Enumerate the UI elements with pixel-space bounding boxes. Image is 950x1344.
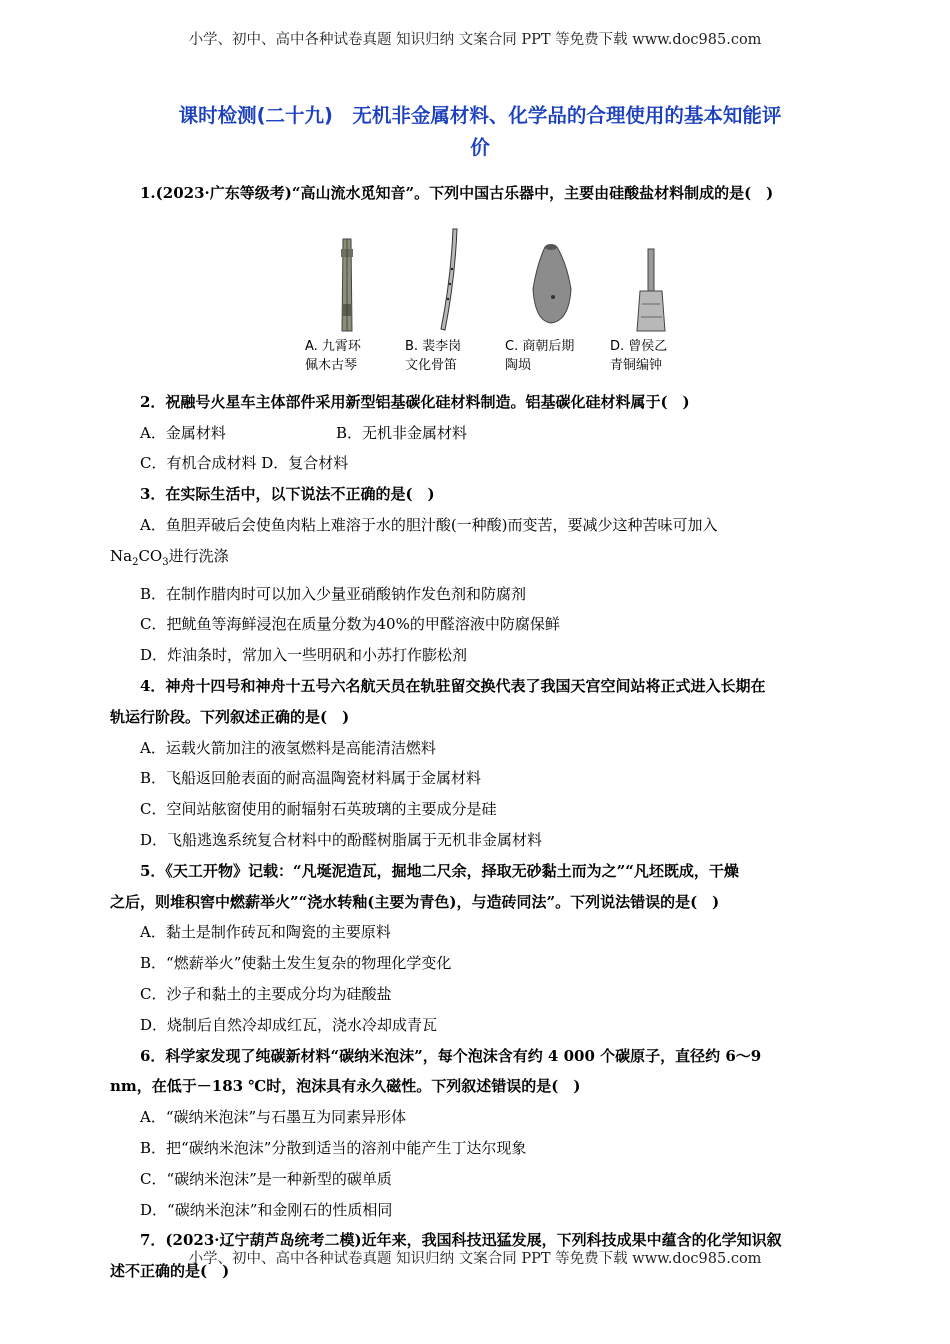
q3-option-a-line1: A．鱼胆弄破后会使鱼肉粘上难溶于水的胆汁酸(一种酸)而变苦，要减少这种苦味可加入 — [140, 515, 718, 534]
figure-d-caption-1: D. 曾侯乙 — [610, 338, 668, 354]
q6-stem-line2: nm，在低于－183 ℃时，泡沫具有永久磁性。下列叙述错误的是( ) — [110, 1077, 581, 1096]
q3-option-d: D．炸油条时，常加入一些明矾和小苏打作膨松剂 — [140, 646, 468, 665]
formula-sub-2: 2 — [132, 556, 139, 568]
question-list — [110, 178, 840, 1287]
figure-a-caption-1: A. 九霄环 — [305, 338, 361, 354]
q6-option-a: A．“碳纳米泡沫”与石墨互为同素异形体 — [140, 1108, 407, 1127]
q7-stem-line2: 述不正确的是( ) — [110, 1262, 230, 1281]
q2-options-cd: C．有机合成材料 D．复合材料 — [140, 454, 349, 473]
guqin-icon — [305, 209, 405, 334]
q6-option-d: D．“碳纳米泡沫”和金刚石的性质相同 — [140, 1200, 393, 1219]
q2-option-a: A．金属材料 — [140, 423, 226, 442]
q4-stem-line1: 4．神舟十四号和神舟十五号六名航天员在轨驻留交换代表了我国天宫空间站将正式进入长期在 — [140, 676, 766, 695]
figure-c-caption-1: C. 商朝后期 — [505, 338, 575, 354]
q5-option-b: B．“燃薪举火”使黏土发生复杂的物理化学变化 — [140, 954, 452, 973]
q3-option-c: C．把鱿鱼等海鲜浸泡在质量分数为40%的甲醛溶液中防腐保鲜 — [140, 615, 560, 634]
q4-option-c: C．空间站舷窗使用的耐辐射石英玻璃的主要成分是硅 — [140, 800, 497, 819]
title-line-2: 价 — [470, 136, 490, 159]
q2-options-ab — [110, 418, 840, 449]
bone-flute-icon — [405, 209, 505, 334]
figure-a-caption-2: 佩木古琴 — [305, 357, 358, 373]
page-header: 小学、初中、高中各种试卷真题 知识归纳 文案合同 PPT 等免费下载 www.doc985.com — [188, 32, 762, 48]
q3-option-a-rest: 进行洗涤 — [168, 546, 229, 565]
page-footer: 小学、初中、高中各种试卷真题 知识归纳 文案合同 PPT 等免费下载 www.doc985.com — [188, 1251, 762, 1267]
figure-c-caption-2: 陶埙 — [505, 357, 532, 373]
q6-option-c: C．“碳纳米泡沫”是一种新型的碳单质 — [140, 1169, 392, 1188]
q3-option-b: B．在制作腊肉时可以加入少量亚硝酸钠作发色剂和防腐剂 — [140, 584, 527, 603]
q1-figure-row — [305, 209, 725, 387]
figure-b-caption-1: B. 裴李岗 — [405, 338, 462, 354]
figure-b — [405, 209, 505, 387]
q4-option-d: D．飞船逃逸系统复合材料中的酚醛树脂属于无机非金属材料 — [140, 830, 543, 849]
figure-a — [305, 209, 405, 387]
formula-sub-3: 3 — [162, 556, 169, 568]
q1-stem: 1.(2023·广东等级考)“高山流水觅知音”。下列中国古乐器中，主要由硅酸盐材料制成的是( ) — [140, 184, 774, 202]
q6-option-b: B．把“碳纳米泡沫”分散到适当的溶剂中能产生丁达尔现象 — [140, 1138, 527, 1157]
q4-option-a: A．运载火箭加注的液氢燃料是高能清洁燃料 — [140, 738, 436, 757]
q4-option-b: B．飞船返回舱表面的耐高温陶瓷材料属于金属材料 — [140, 769, 482, 788]
page-title — [110, 100, 850, 164]
q3-option-a-line2 — [110, 541, 840, 579]
formula-co: CO — [138, 546, 163, 565]
figure-c — [505, 209, 605, 387]
q2-stem: 2．祝融号火星车主体部件采用新型铝基碳化硅材料制造。铝基碳化硅材料属于( ) — [140, 392, 690, 411]
q3-stem: 3．在实际生活中，以下说法不正确的是( ) — [140, 485, 435, 504]
figure-d-caption-2: 青铜编钟 — [610, 357, 663, 373]
q2-option-b: B．无机非金属材料 — [336, 423, 468, 442]
q5-option-a: A．黏土是制作砖瓦和陶瓷的主要原料 — [140, 923, 391, 942]
figure-d — [610, 209, 710, 387]
q5-stem-line1: 5．《天工开物》记载：“凡埏泥造瓦，掘地二尺余，择取无砂黏土而为之”“凡坯既成，干燥 — [140, 861, 739, 880]
title-line-1: 课时检测(二十九) 无机非金属材料、化学品的合理使用的基本知能评 — [178, 104, 782, 127]
q5-option-c: C．沙子和黏土的主要成分均为硅酸盐 — [140, 984, 392, 1003]
bronze-bell-icon — [610, 209, 710, 334]
formula-na: Na — [110, 546, 133, 565]
figure-b-caption-2: 文化骨笛 — [405, 357, 458, 373]
xun-icon — [505, 209, 605, 334]
q7-stem-line1: 7．(2023·辽宁葫芦岛统考二模)近年来，我国科技迅猛发展，下列科技成果中蕴含的化学知识叙 — [140, 1231, 782, 1250]
q5-stem-line2: 之后，则堆积窖中燃薪举火”“浇水转釉(主要为青色)，与造砖同法”。下列说法错误的是( ) — [110, 892, 720, 911]
q4-stem-line2: 轨运行阶段。下列叙述正确的是( ) — [110, 707, 350, 726]
q6-stem-line1: 6．科学家发现了纯碳新材料“碳纳米泡沫”，每个泡沫含有约 4 000 个碳原子，直径约 6～9 — [140, 1046, 762, 1065]
q5-option-d: D．烧制后自然冷却成红瓦，浇水冷却成青瓦 — [140, 1015, 438, 1034]
